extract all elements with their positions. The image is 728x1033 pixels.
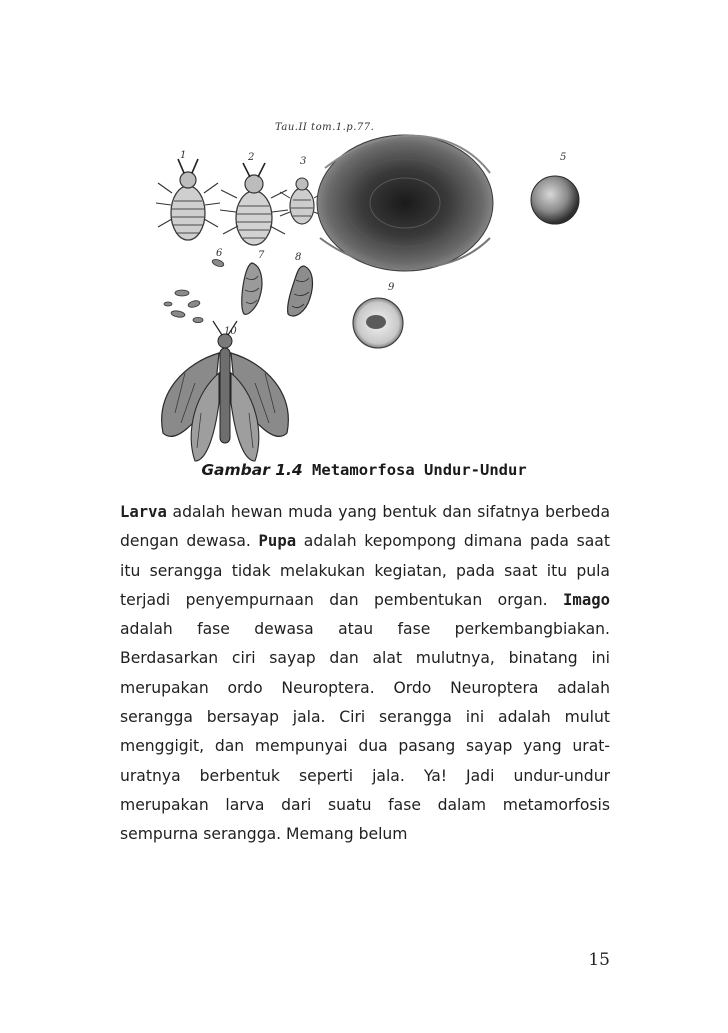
text-segment-2: adalah kepompong dimana pada saat itu serangga tidak melakukan kegiatan, pada saat itu pula terjadi penyempurnaan dan pembentukan organ. [120, 532, 610, 609]
larva-figure-2 [220, 163, 288, 245]
cocoon-figure-5 [531, 176, 579, 224]
plate-number-2: 2 [248, 152, 255, 163]
sand-pit-figure [317, 135, 493, 271]
plate-number-3: 3 [300, 156, 307, 167]
plate-number-6: 6 [216, 248, 223, 259]
plate-number-8: 8 [295, 252, 302, 263]
figure-caption [130, 461, 598, 479]
term-larva: Larva [120, 503, 167, 521]
term-pupa: Pupa [258, 532, 297, 551]
pupa-figure-7 [242, 263, 262, 314]
cocoon-open-figure-9 [353, 298, 403, 348]
body-paragraph [120, 498, 610, 850]
plate-number-9: 9 [388, 282, 395, 293]
page-number: 15 [588, 950, 610, 970]
plate-header: Tau.II tom.1.p.77. [275, 122, 375, 133]
plate-number-5: 5 [560, 152, 567, 163]
metamorphosis-illustration [120, 118, 610, 463]
egg-specimens [164, 258, 225, 322]
pupa-figure-8 [288, 266, 313, 316]
plate-number-1: 1 [180, 150, 187, 161]
caption-label: Gambar 1.4 [201, 461, 303, 479]
caption-title: Metamorfosa Undur-Undur [312, 461, 527, 479]
text-segment-1: adalah hewan muda yang bentuk dan sifatnya berbeda dengan dewasa. [120, 503, 610, 551]
larva-figure-1 [156, 159, 220, 240]
text-segment-3: adalah fase dewasa atau fase perkembangbiakan. Berdasarkan ciri sayap dan alat mulutnya, binatang ini merupakan ordo Neuroptera. Ordo Neuroptera adalah serangga bersayap jala. Ciri serangga ini adalah mulut menggigit, dan mempunyai dua pasang sayap yang urat-uratnya berbentuk seperti jala. Ya! Jadi undur-undur merupakan larva dari suatu fase dalam metamorfosis sempurna serangga. Memang belum [120, 620, 610, 844]
term-imago: Imago [563, 590, 610, 609]
adult-antlion-figure [162, 321, 289, 461]
plate-number-10: 10 [224, 326, 237, 337]
plate-number-7: 7 [258, 250, 265, 261]
